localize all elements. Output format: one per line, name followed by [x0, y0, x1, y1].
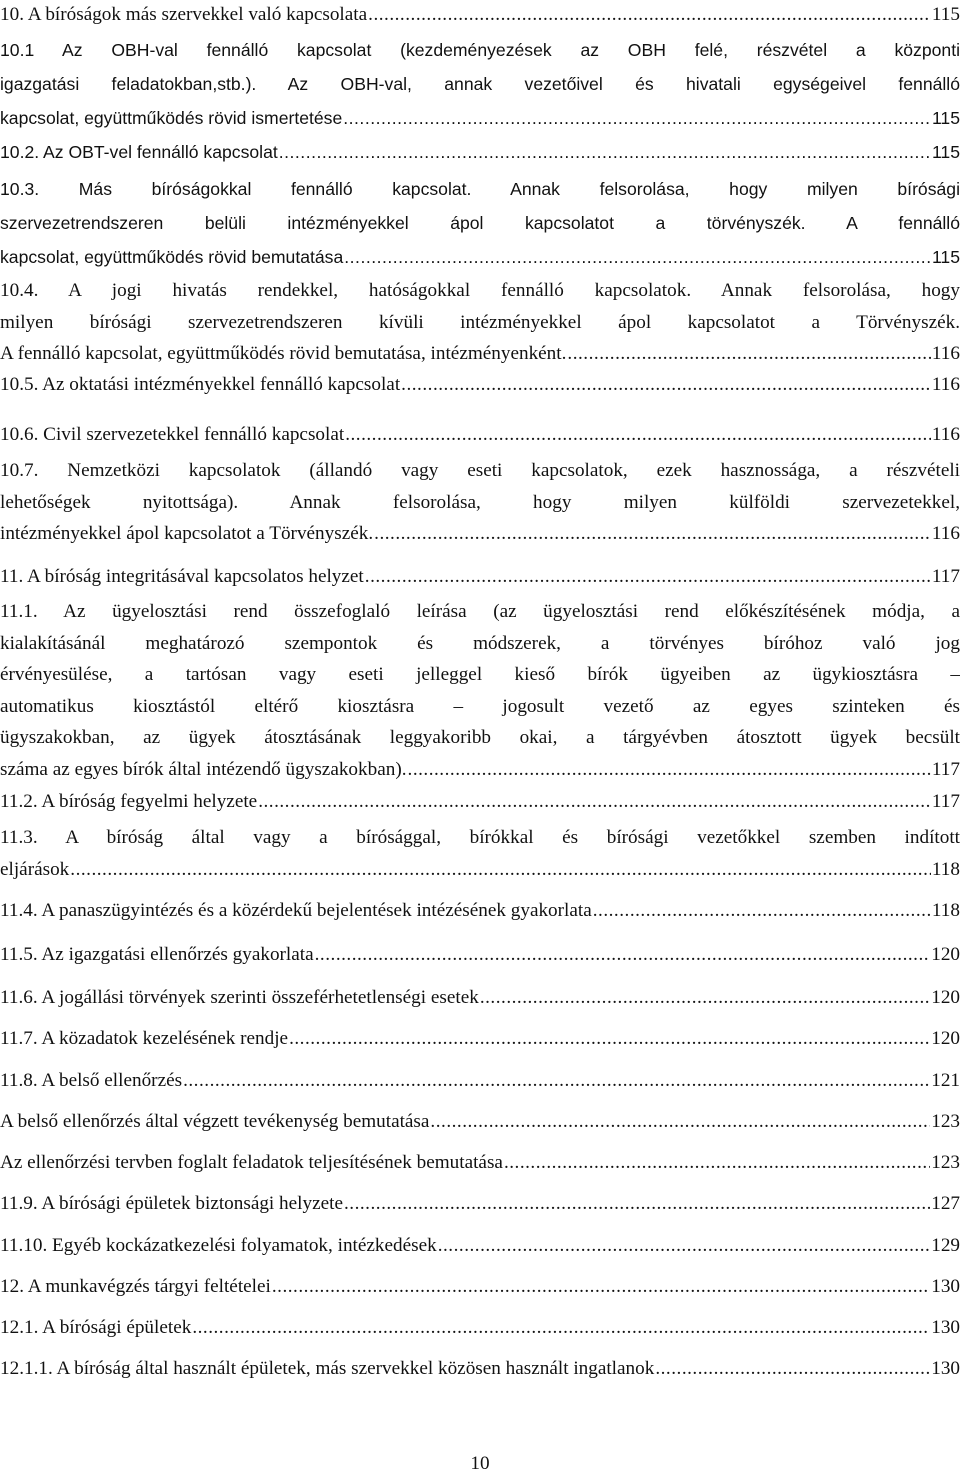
toc-entry-text-line: automatikus kiosztástól eltérő kiosztásra – jogosult vezető az egyes szinteken és	[0, 695, 960, 717]
toc-entry-title: 12. A munkavégzés tárgyi feltételei	[0, 1276, 271, 1297]
toc-page-number: 130	[931, 1276, 960, 1297]
toc-page-number: 123	[931, 1152, 960, 1173]
toc-entry-title: eljárások	[0, 858, 70, 880]
toc-page-number: 117	[931, 791, 960, 812]
toc-entry-title: 10.5. Az oktatási intézményekkel fennálló kapcsolat	[0, 374, 401, 395]
toc-leader-dots	[480, 983, 930, 1013]
toc-entry-title: A belső ellenőrzés által végzett tevékenység bemutatása	[0, 1111, 430, 1132]
toc-leader-dots	[344, 1189, 930, 1219]
toc-page-number: 115	[931, 142, 960, 162]
toc-entry-title: 10. A bíróságok más szervekkel való kapcsolata	[0, 4, 368, 25]
toc-leader-dots	[374, 519, 931, 549]
toc-entry-title: kapcsolat, együttműködés rövid ismertetése	[0, 108, 343, 128]
toc-entry-title: 11.9. A bírósági épületek biztonsági helyzete	[0, 1193, 343, 1214]
toc-entry-title: 12.1.1. A bíróság által használt épületek, más szervekkel közösen használt ingatlanok	[0, 1358, 655, 1379]
toc-entry-text-line: lehetőségek nyitottsága). Annak felsorolása, hogy milyen külföldi szervezetekkel,	[0, 491, 960, 513]
toc-entry-title: 11.10. Egyéb kockázatkezelési folyamatok, intézkedések	[0, 1235, 437, 1256]
page-number: 10	[470, 1453, 490, 1474]
toc-entry-title: 11.4. A panaszügyintézés és a közérdekű bejelentések intézésének gyakorlata	[0, 900, 592, 921]
toc-page-number: 118	[931, 858, 960, 880]
toc-page-number: 120	[931, 987, 960, 1008]
toc-entry-text-line: szervezetrendszeren belüli intézményekkel ápol kapcsolatot a törvényszék. A fennálló	[0, 213, 960, 233]
toc-page-number: 130	[931, 1358, 960, 1379]
toc-leader-dots	[401, 370, 931, 400]
toc-entry-text-line: igazgatási feladatokban,stb.). Az OBH-val, annak vezetőivel és hivatali egységeivel fennálló	[0, 74, 960, 94]
toc-leader-dots	[593, 896, 931, 926]
toc-page-number: 117	[931, 566, 960, 587]
toc-leader-dots	[365, 562, 931, 592]
toc-page-number: 120	[931, 1028, 960, 1049]
toc-entry-title: Az ellenőrzési tervben foglalt feladatok teljesítésének bemutatása	[0, 1152, 503, 1173]
toc-leader-dots	[504, 1148, 930, 1178]
toc-entry-text-line: milyen bírósági szervezetrendszeren kívüli intézményekkel ápol kapcsolatot a Törvényszék.	[0, 311, 960, 333]
toc-entry-text-line: kialakításánál meghatározó szempontok és módszerek, a törvényes bíróhoz való jog	[0, 632, 960, 654]
toc-entry-title: A fennálló kapcsolat, együttműködés rövid bemutatása, intézményenként.	[0, 343, 567, 364]
toc-entry-title: intézményekkel ápol kapcsolatot a Törvényszék.	[0, 523, 374, 544]
toc-page-number: 129	[931, 1235, 960, 1256]
toc-leader-dots	[438, 1231, 931, 1261]
toc-leader-dots	[344, 242, 931, 272]
toc-entry-title: 10.2. Az OBT-vel fennálló kapcsolat	[0, 142, 278, 162]
toc-entry-title: 11. A bíróság integritásával kapcsolatos helyzet	[0, 566, 364, 587]
toc-leader-dots	[430, 1107, 930, 1137]
toc-entry-text-line: 11.1. Az ügyelosztási rend összefoglaló leírása (az ügyelosztási rend előkészítésének módja, a	[0, 601, 960, 622]
toc-page-number: 118	[931, 900, 960, 921]
toc-page-number: 116	[931, 424, 960, 445]
toc-page-number: 117	[931, 758, 960, 780]
toc-leader-dots	[272, 1272, 930, 1302]
toc-page-number: 116	[931, 343, 960, 364]
toc-entry-text-line: érvényesülése, a tartósan vagy eseti jelleggel kieső bírók ügyeiben az ügykiosztásra –	[0, 664, 960, 685]
toc-entry-title: 11.7. A közadatok kezelésének rendje	[0, 1028, 289, 1049]
toc-entry-title: kapcsolat, együttműködés rövid bemutatása	[0, 247, 344, 267]
toc-leader-dots	[368, 0, 931, 30]
toc-entry-text-line: 10.4. A jogi hivatás rendekkel, hatóságokkal fennálló kapcsolatok. Annak felsorolása, hogy	[0, 280, 960, 301]
toc-leader-dots	[279, 137, 931, 167]
toc-page-number: 116	[931, 374, 960, 395]
toc-entry-text-line: 10.1 Az OBH-val fennálló kapcsolat (kezdeményezések az OBH felé, részvétel a központi	[0, 40, 960, 60]
toc-entry-title: 11.2. A bíróság fegyelmi helyzete	[0, 791, 258, 812]
toc-leader-dots	[345, 420, 931, 450]
toc-page-number: 123	[931, 1111, 960, 1132]
toc-leader-dots	[655, 1354, 930, 1384]
toc-leader-dots	[258, 787, 931, 817]
toc-leader-dots	[183, 1066, 930, 1096]
toc-page-number: 120	[931, 944, 960, 965]
toc-entry-title: 11.6. A jogállási törvények szerinti összeférhetetlenségi esetek	[0, 987, 479, 1008]
toc-page-number: 115	[931, 247, 960, 267]
toc-entry-title: 11.8. A belső ellenőrzés	[0, 1070, 183, 1091]
toc-leader-dots	[343, 103, 931, 133]
toc-leader-dots	[192, 1313, 930, 1343]
toc-page-number: 127	[931, 1193, 960, 1214]
toc-entry-title: száma az egyes bírók által intézendő ügyszakokban).	[0, 758, 407, 780]
toc-page-number: 116	[931, 523, 960, 544]
toc-entry-text-line: 11.3. A bíróság által vagy a bírósággal, bírókkal és bírósági vezetőkkel szemben indított	[0, 827, 960, 848]
toc-entry-title: 12.1. A bírósági épületek	[0, 1317, 192, 1338]
toc-page-number: 115	[931, 4, 960, 25]
toc-entry-text-line: ügyszakokban, az ügyek átosztásának leggyakoribb okai, a tárgyévben átosztott ügyek becsült	[0, 727, 960, 748]
toc-entry-text-line: 10.7. Nemzetközi kapcsolatok (állandó vagy eseti kapcsolatok, ezek hasznossága, a részvételi	[0, 460, 960, 481]
toc-leader-dots	[408, 755, 931, 785]
toc-leader-dots	[289, 1024, 930, 1054]
toc-leader-dots	[315, 940, 931, 970]
toc-page-number: 115	[931, 108, 960, 128]
toc-leader-dots	[70, 855, 931, 885]
toc-leader-dots	[567, 339, 931, 369]
toc-page-number: 130	[931, 1317, 960, 1338]
toc-entry-text-line: 10.3. Más bíróságokkal fennálló kapcsolat. Annak felsorolása, hogy milyen bírósági	[0, 179, 960, 199]
toc-entry-title: 11.5. Az igazgatási ellenőrzés gyakorlata	[0, 944, 314, 965]
toc-page-number: 121	[931, 1070, 960, 1091]
toc-entry-title: 10.6. Civil szervezetekkel fennálló kapcsolat	[0, 424, 345, 445]
